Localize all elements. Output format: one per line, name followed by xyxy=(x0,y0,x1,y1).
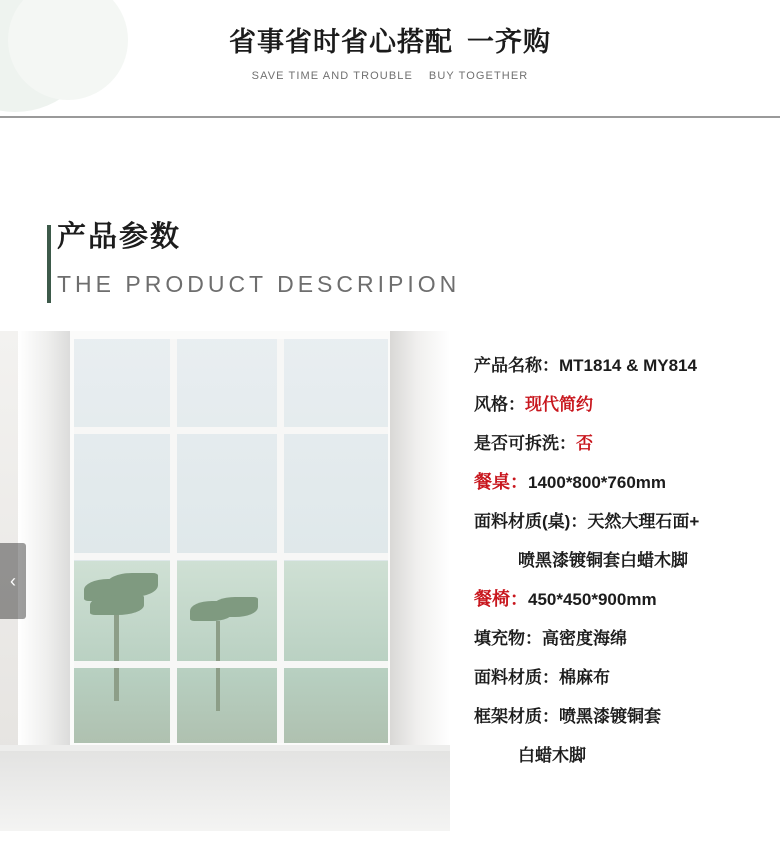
spec-value: 450*450*900mm xyxy=(528,590,657,609)
banner-text-block xyxy=(0,0,780,82)
spec-value: MT1814 & MY814 xyxy=(559,356,697,375)
spec-label: 是否可拆洗： xyxy=(474,434,576,453)
section-title-en: THE PRODUCT DESCRIPION xyxy=(57,271,461,297)
product-spec-list xyxy=(450,331,780,784)
spec-row-table-size xyxy=(474,472,780,493)
banner-title-part2: 一齐购 xyxy=(467,27,551,57)
spec-value: 棉麻布 xyxy=(559,668,610,687)
spec-row-table-material xyxy=(474,511,780,532)
spec-continuation-frame: 白蜡木脚 xyxy=(518,746,586,765)
spec-label: 风格： xyxy=(474,395,525,414)
product-content xyxy=(0,331,780,831)
spec-label: 填充物： xyxy=(474,629,542,648)
spec-label: 产品名称： xyxy=(474,356,559,375)
spec-value: 喷黑漆镀铜套 xyxy=(559,707,661,726)
spec-row-washable xyxy=(474,433,780,454)
photo-curtain-right xyxy=(390,331,450,801)
banner-divider xyxy=(0,116,780,118)
section-accent-bar xyxy=(47,225,51,303)
spec-value: 现代简约 xyxy=(525,395,593,414)
spec-row-chair-size xyxy=(474,589,780,610)
spec-row-frame xyxy=(474,706,780,727)
photo-floor xyxy=(0,751,450,831)
spec-value: 天然大理石面+ xyxy=(587,512,700,531)
spec-label: 框架材质： xyxy=(474,707,559,726)
spec-label: 餐桌： xyxy=(474,472,528,492)
gallery-prev-button[interactable]: ‹ xyxy=(0,543,26,619)
spec-row-fabric xyxy=(474,667,780,688)
banner-subtitle-left: SAVE TIME AND TROUBLE xyxy=(251,70,413,82)
banner-title-part1: 省事省时省心搭配 xyxy=(229,27,453,57)
spec-value: 高密度海绵 xyxy=(542,629,627,648)
spec-continuation-table-material: 喷黑漆镀铜套白蜡木脚 xyxy=(518,551,688,570)
spec-row-style xyxy=(474,394,780,415)
banner-subtitle-right: BUY TOGETHER xyxy=(428,70,529,82)
section-heading xyxy=(0,219,780,329)
spec-label: 面料材质： xyxy=(474,668,559,687)
spec-value: 1400*800*760mm xyxy=(528,473,667,492)
banner-title xyxy=(0,20,780,59)
spec-row-product-name xyxy=(474,355,780,376)
spec-label: 面料材质(桌)： xyxy=(474,512,588,531)
spec-row-filling xyxy=(474,628,780,649)
photo-window-frame xyxy=(66,331,396,751)
spec-value: 否 xyxy=(576,434,593,453)
banner-subtitle xyxy=(0,70,780,82)
page-banner xyxy=(0,0,780,118)
spec-label: 餐椅： xyxy=(474,589,528,609)
section-title-cn: 产品参数 xyxy=(57,221,182,253)
product-photo xyxy=(0,331,450,831)
